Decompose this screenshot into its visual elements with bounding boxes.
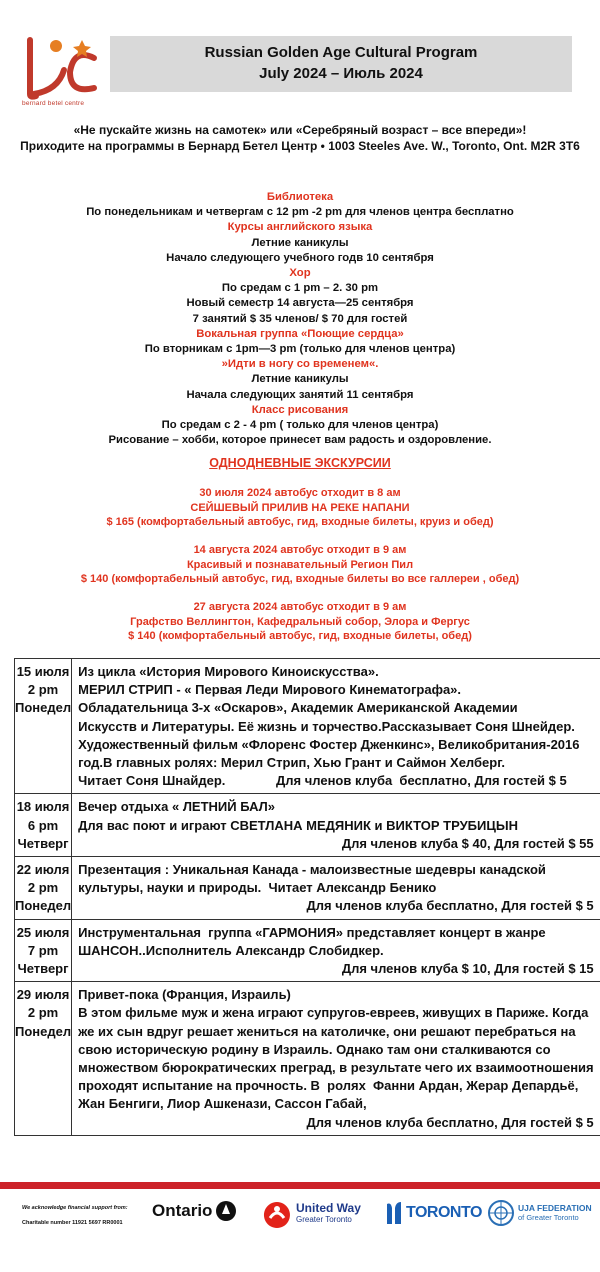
program-date: July 2024 – Июль 2024 xyxy=(259,65,423,82)
event-time: 6 pm xyxy=(27,817,59,833)
event-description-line: Инструментальная группа «ГАРМОНИЯ» представляет концерт в жанре xyxy=(78,924,546,940)
event-time: 2 pm xyxy=(27,880,59,896)
event-description-cell xyxy=(72,919,600,982)
event-date-cell xyxy=(15,659,72,794)
schedule-heading: Вокальная группа «Поющие сердца» xyxy=(196,327,404,340)
event-time: 7 pm xyxy=(27,942,59,958)
schedule-line: По вторникам с 1pm—3 pm (только для членов центра) xyxy=(144,343,456,356)
event-day: Понедел xyxy=(15,898,72,914)
event-price: Для членов клуба бесплатно, Для гостей $ 5 xyxy=(306,898,594,914)
event-date-cell xyxy=(15,919,72,982)
excursion-item xyxy=(0,486,600,530)
event-date: 29 июля xyxy=(16,987,70,1003)
schedule-line: Начало следующего учебного годв 10 сентября xyxy=(166,251,434,264)
city-hall-icon xyxy=(385,1200,403,1226)
event-time: 2 pm xyxy=(27,1005,59,1021)
events-table xyxy=(14,658,600,1136)
event-description-line: Привет-пока (Франция, Израиль) xyxy=(78,987,291,1003)
program-title: Russian Golden Age Cultural Program xyxy=(204,44,478,61)
schedule-line: Новый семестр 14 августа—25 сентября xyxy=(186,297,414,310)
event-description-line: множеством бюрократических преград, в результате чего их взаимоотношения xyxy=(78,1060,594,1076)
excursions-title: ОДНОДНЕВНЫЕ ЭКСКУРСИИ xyxy=(209,456,391,470)
event-day: Четверг xyxy=(17,961,69,977)
event-price: Для членов клуба $ 40, Для гостей $ 55 xyxy=(341,835,594,851)
event-row xyxy=(15,919,600,982)
ontario-wordmark: Ontario xyxy=(152,1201,213,1220)
event-date: 25 июля xyxy=(16,924,70,940)
event-time: 2 pm xyxy=(27,682,59,698)
event-date-cell xyxy=(15,794,72,857)
event-date: 22 июля xyxy=(16,862,70,878)
schedule-line: По средам с 1 pm – 2. 30 pm xyxy=(221,282,379,295)
event-row xyxy=(15,659,600,794)
event-description-line: проходят испытание на прочность. В ролях Фанни Ардан, Жерар Депардьё, xyxy=(78,1078,579,1094)
schedule-heading: Библиотека xyxy=(266,191,334,203)
event-description-line: Презентация : Уникальная Канада - малоизвестные шедевры канадской xyxy=(78,862,546,878)
tagline-quote: «Не пускайте жизнь на самотек» или «Серебряный возраст – все впереди»! xyxy=(73,123,527,137)
united-way-region: Greater Toronto xyxy=(296,1215,352,1224)
footer-red-bar xyxy=(0,1182,600,1189)
event-price: Для членов клуба $ 10, Для гостей $ 15 xyxy=(341,961,594,977)
schedule-line: Летние каникулы xyxy=(251,373,349,386)
event-date: 15 июля xyxy=(16,664,70,679)
toronto-wordmark: TORONTO xyxy=(406,1204,482,1221)
schedule-line: Начала следующих занятий 11 сентября xyxy=(186,388,414,401)
regular-schedule xyxy=(0,190,600,448)
event-day: Четверг xyxy=(17,835,69,851)
event-description-line: МЕРИЛ СТРИП - « Первая Леди Мирового Кинематографа». xyxy=(78,682,462,698)
excursion-date: 27 августа 2024 автобус отходит в 9 ам xyxy=(193,601,407,613)
excursion-price: $ 140 (комфортабельный автобус, гид, входные билеты, обед) xyxy=(128,630,472,642)
schedule-line: 7 занятий $ 35 членов/ $ 70 для гостей xyxy=(192,312,408,325)
schedule-line: По понедельникам и четвергам с 12 pm -2 pm для членов центра бесплатно xyxy=(86,206,514,219)
event-description-cell xyxy=(72,982,600,1136)
event-description-line: же их сын вдруг решает жениться на католичке, они решают перебраться на xyxy=(78,1023,576,1039)
excursion-date: 30 июля 2024 автобус отходит в 8 ам xyxy=(199,487,401,499)
program-title-box xyxy=(110,36,572,92)
event-description-line: Искусств и Литературы. Её жизнь и торчество.Рассказывает Соня Шнейдер. xyxy=(78,718,575,734)
event-description-line: свою историческую родину в Израиль. Однако там они сталкиваются со xyxy=(78,1041,551,1057)
charitable-number: Charitable number 11921 5697 RR0001 xyxy=(22,1220,123,1226)
uja-logo xyxy=(488,1200,592,1226)
event-description-line: культуры, науки и природы. Читает Александр Бенико xyxy=(78,880,437,896)
event-description-line: Жан Бенгиги, Лиор Ашкенази, Сассон Габай, xyxy=(78,1096,367,1112)
event-day: Понедел xyxy=(15,700,72,716)
schedule-heading: Класс рисования xyxy=(251,403,349,416)
event-description-cell xyxy=(72,794,600,857)
united-way-hand-icon xyxy=(262,1200,292,1228)
excursion-price: $ 165 (комфортабельный автобус, гид, входные билеты, круиз и обед) xyxy=(106,516,494,528)
event-row xyxy=(15,857,600,920)
event-date: 18 июля xyxy=(16,799,70,815)
logo-caption: bernard betel centre xyxy=(22,100,85,107)
united-way-logo xyxy=(262,1200,361,1228)
event-description-line: Обладательница 3-х «Оскаров», Академик Американской Академии xyxy=(78,700,518,716)
event-row xyxy=(15,982,600,1136)
event-date-cell xyxy=(15,982,72,1136)
event-description-cell xyxy=(72,857,600,920)
event-description-cell xyxy=(72,659,600,794)
event-description-line: Из цикла «История Мирового Киноискусства». xyxy=(78,664,379,679)
ontario-logo xyxy=(152,1200,237,1222)
event-description-line: Вечер отдыха « ЛЕТНИЙ БАЛ» xyxy=(78,799,275,815)
excursion-name: Графство Веллингтон, Кафедральный собор, Элора и Фергус xyxy=(130,615,470,628)
event-price: Для членов клуба бесплатно, Для гостей $ 5 xyxy=(306,1114,594,1130)
schedule-heading: »Идти в ногу со временем«. xyxy=(221,358,379,371)
event-description-line: Художественный фильм «Флоренс Фостер Дженкинс», Великобритания-2016 xyxy=(78,736,580,752)
event-description-line: год.В главных ролях: Мерил Стрип, Хью Грант и Саймон Хелберг. xyxy=(78,755,505,771)
excursion-item xyxy=(0,600,600,644)
excursion-price: $ 140 (комфортабельный автобус, гид, входные билеты во все галлереи , обед) xyxy=(80,573,520,585)
excursion-name: Красивый и познавательный Регион Пил xyxy=(186,558,414,571)
uja-name: UJA FEDERATION xyxy=(518,1203,592,1213)
event-row xyxy=(15,794,600,857)
acknowledgement: We acknowledge financial support from: xyxy=(22,1205,128,1211)
schedule-heading: Курсы английского языка xyxy=(227,221,373,234)
schedule-line: Рисование – хобби, которое принесет вам радость и оздоровление. xyxy=(108,434,492,447)
schedule-line: По средам с 2 - 4 pm ( только для членов центра) xyxy=(161,419,439,432)
event-description-line: Читает Соня Шнайдер. Для членов клуба бесплатно, Для гостей $ 5 xyxy=(78,773,567,789)
excursion-item xyxy=(0,543,600,587)
excursion-name: СЕЙШЕВЫЙ ПРИЛИВ НА РЕКЕ НАПАНИ xyxy=(190,501,410,514)
event-day: Понедел xyxy=(15,1023,72,1039)
tagline xyxy=(0,122,600,154)
event-description-line: В этом фильме муж и жена играют супругов-евреев, живущих в Париже. Когда xyxy=(78,1005,589,1021)
schedule-line: Летние каникулы xyxy=(251,236,349,249)
united-way-name: United Way xyxy=(296,1201,361,1215)
tagline-address: Приходите на программы в Бернард Бетел Центр • 1003 Steeles Ave. W., Toronto, Ont. M2R 3T6 xyxy=(20,139,580,153)
schedule-heading: Хор xyxy=(289,267,311,280)
event-date-cell xyxy=(15,857,72,920)
uja-region: of Greater Toronto xyxy=(518,1213,579,1222)
trillium-icon xyxy=(215,1200,237,1222)
uja-globe-icon xyxy=(488,1200,514,1226)
toronto-logo xyxy=(385,1200,482,1226)
event-description-line: Для вас поют и играют СВЕТЛАНА МЕДЯНИК и ВИКТОР ТРУБИЦЫН xyxy=(78,817,518,833)
event-description-line: ШАНСОН..Исполнитель Александр Слобидкер. xyxy=(78,942,384,958)
excursion-date: 14 августа 2024 автобус отходит в 9 ам xyxy=(193,544,407,556)
